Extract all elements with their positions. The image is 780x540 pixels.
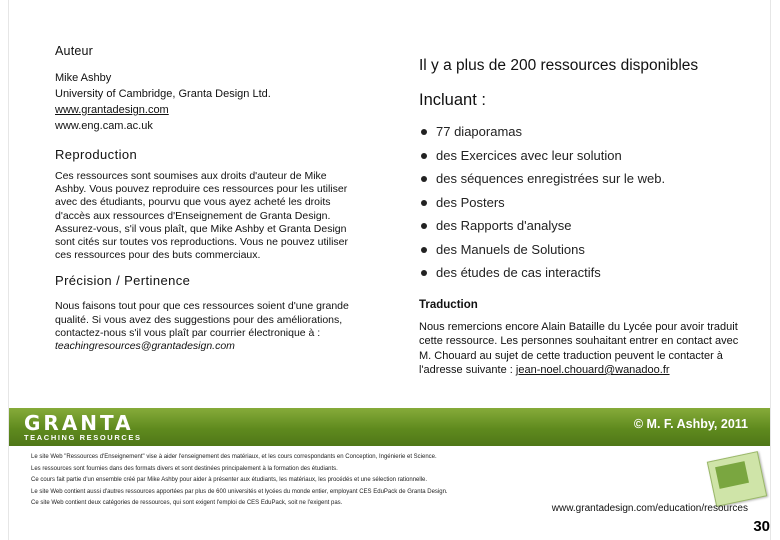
granta-logo	[24, 413, 142, 443]
author-heading: Auteur	[55, 44, 94, 58]
granta-website-link[interactable]: www.grantadesign.com	[55, 104, 169, 116]
list-item: des Exercices avec leur solution	[419, 144, 749, 168]
author-affiliation: University of Cambridge, Granta Design Ltd.	[55, 88, 271, 100]
bullet-icon	[421, 129, 427, 135]
footer-text	[31, 452, 591, 510]
slide	[9, 0, 770, 540]
right-column	[419, 50, 749, 378]
list-item: des études de cas interactifs	[419, 261, 749, 285]
footer-line: Le site Web "Ressources d'Enseignement" vise à aider l'enseignement des matériaux, et les cours correspondants en Conception, Ingénierie et Science.	[31, 454, 437, 460]
including-label: Incluant :	[419, 91, 486, 109]
precision-body: Nous faisons tout pour que ces ressources soient d'une grande qualité. Si vous avez des suggestions pour des améliorations, contactez-nous s'il vous plaît par courrier électronique à :	[55, 300, 349, 339]
resources-title: Il y a plus de 200 ressources disponibles	[419, 57, 699, 74]
bullet-icon	[421, 270, 427, 276]
list-item: des séquences enregistrées sur le web.	[419, 167, 749, 191]
footer-line: Ce site Web contient deux catégories de ressources, qui sont exigent l'emploi de CES EduPack, soit ne l'exigent pas.	[31, 500, 343, 506]
footer-line: Le site Web contient aussi d'autres ressources apportées par plus de 600 universités et lycées du monde entier, employant CES EduPack de Granta Design.	[31, 488, 448, 495]
list-item: 77 diaporamas	[419, 120, 749, 144]
bullet-icon	[421, 153, 427, 159]
bullet-icon	[421, 223, 427, 229]
list-item: des Rapports d'analyse	[419, 214, 749, 238]
logo-wordmark: GRANTA	[24, 411, 134, 435]
green-banner	[9, 408, 770, 446]
translator-email-link[interactable]: jean-noel.chouard@wanadoo.fr	[515, 364, 670, 376]
page-number: 30	[753, 518, 770, 535]
left-column	[55, 44, 355, 353]
author-name: Mike Ashby	[55, 72, 112, 84]
cambridge-website: www.eng.cam.ac.uk	[55, 120, 153, 132]
precision-text	[55, 300, 355, 353]
thumbnail-graphic	[715, 461, 749, 489]
footer-line: Ce cours fait partie d'un ensemble créé par Mike Ashby pour aider à présenter aux étudiants, les matériaux, les procédés et une sélection rationnelle.	[31, 477, 428, 483]
resources-list	[419, 120, 749, 285]
list-item: des Posters	[419, 191, 749, 215]
reproduction-heading: Reproduction	[55, 147, 138, 162]
translation-heading: Traduction	[419, 298, 478, 311]
bullet-icon	[421, 247, 427, 253]
translation-text	[419, 320, 749, 378]
bullet-icon	[421, 200, 427, 206]
translation-body: Nous remercions encore Alain Bataille du Lycée pour avoir traduit cette ressource. Les personnes souhaitant entrer en contact avec M. Chouard au sujet de cette traduction peuvent le contacter à l'adresse suivante :	[419, 320, 739, 376]
teaching-resources-email[interactable]: teachingresources@grantadesign.com	[55, 340, 235, 353]
copyright-notice: © M. F. Ashby, 2011	[633, 417, 748, 431]
logo-subtitle: TEACHING RESOURCES	[24, 433, 142, 442]
reproduction-text: Ces ressources sont soumises aux droits d'auteur de Mike Ashby. Vous pouvez reproduire ces ressources pour les utiliser avec des étudiants, pourvu que vous ayez acheté les droits d'accès aux ressources d'Enseignement de Granta Design. Assurez-vous, s'il vous plaît, que Mike Ashby et Granta Design sont cités sur toutes vos reproductions. Vous ne pouvez utiliser ces ressources pour des buts commerciaux.	[55, 170, 348, 262]
list-item: des Manuels de Solutions	[419, 238, 749, 262]
bullet-icon	[421, 176, 427, 182]
precision-heading: Précision / Pertinence	[55, 273, 191, 289]
edupack-thumbnail-image	[707, 451, 767, 507]
author-info	[55, 70, 355, 134]
footer-line: Les ressources sont fournies dans des formats divers et sont destinées principalement à la formation des étudiants.	[31, 465, 338, 472]
resources-url-link[interactable]: www.grantadesign.com/education/resources	[551, 503, 748, 514]
